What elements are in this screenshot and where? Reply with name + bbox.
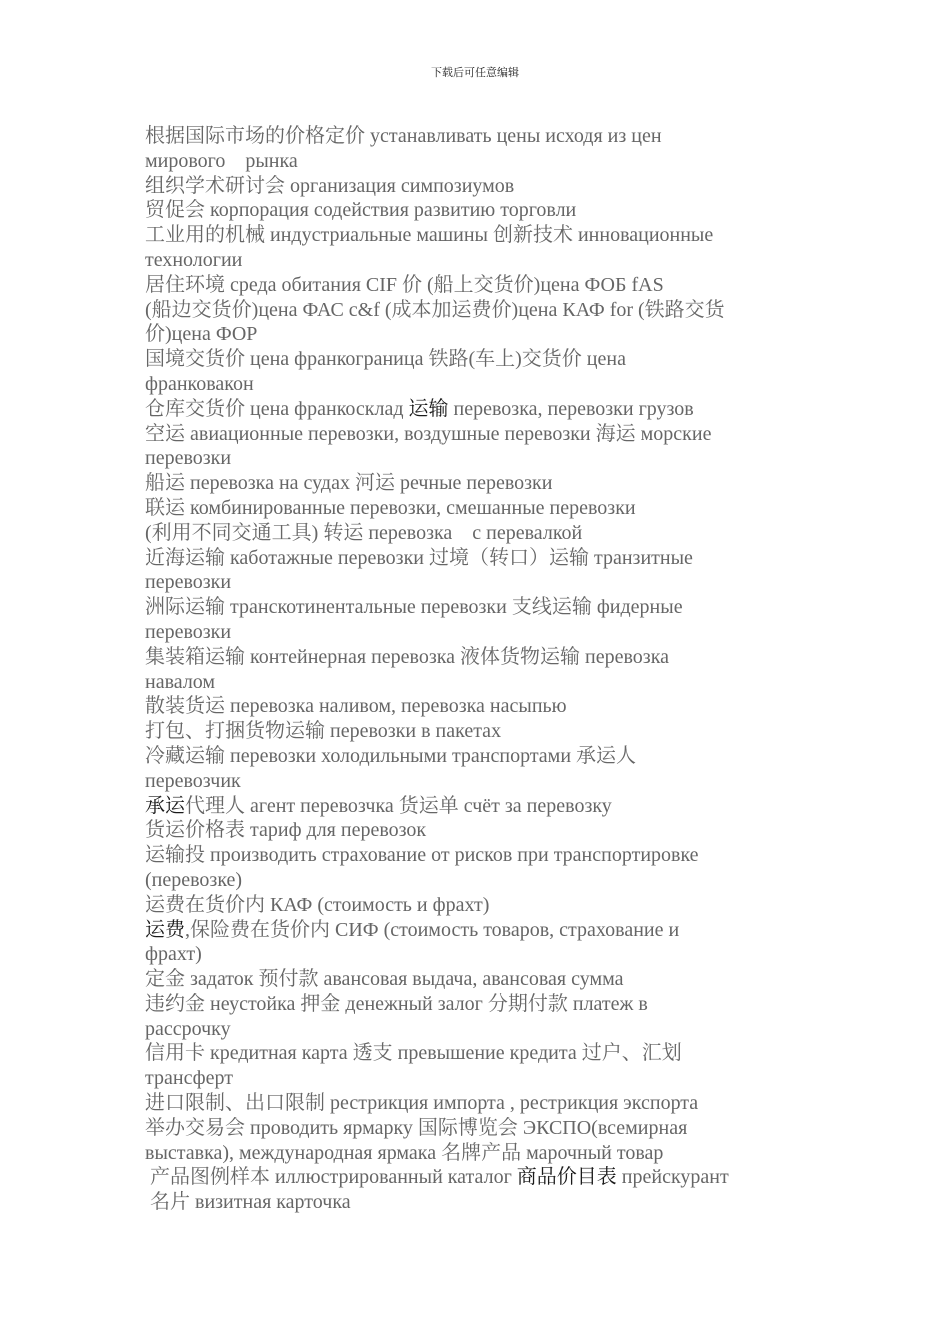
text-line: 信用卡 кредитная карта 透支 превышение кредита 过户、汇划 xyxy=(145,1042,682,1065)
text-line: 价)цена ФОР xyxy=(145,323,258,346)
text-line: 联运 комбинированные перевозки, смешанные перевозки xyxy=(145,496,636,519)
text-line: 承运代理人 агент перевозчка 货运单 счёт за перевозку xyxy=(145,794,612,817)
text-line: 货运价格表 тариф для перевозок xyxy=(145,819,427,842)
text-line: 举办交易会 проводить ярмарку 国际博览会 ЭКСПО(всемирная xyxy=(145,1116,688,1139)
text-line: 居住环境 среда обитания CIF 价 (船上交货价)цена ФОБ fAS xyxy=(145,273,664,296)
text-line: 运费在货价内 КАФ (стоимость и фрахт) xyxy=(145,893,490,916)
text-line: перевозчик xyxy=(145,769,241,792)
text-line: 工业用的机械 индустриальные машины 创新技术 инновационные xyxy=(145,224,714,247)
text-line: навалом xyxy=(145,670,216,693)
text-line: франковакон xyxy=(145,372,254,395)
text-line: 近海运输 каботажные перевозки 过境（转口）运输 транзитные xyxy=(145,546,693,569)
text-line: технологии xyxy=(145,248,243,271)
text-line: 定金 задаток 预付款 авансовая выдача, авансовая сумма xyxy=(145,968,624,991)
text-line: 根据国际市场的价格定价 устанавливать цены исходя из цен xyxy=(145,125,662,147)
text-line: 产品图例样本 иллюстрированный каталог 商品价目表 прейскурант xyxy=(145,1166,729,1189)
text-line: 空运 авиационные перевозки, воздушные перевозки 海运 морские xyxy=(145,422,712,445)
text-line: фрахт) xyxy=(145,943,202,966)
text-line: 打包、打捆货物运输 перевозки в пакетах xyxy=(145,720,502,743)
text-line: выставка), международная ярмака 名牌产品 марочный товар xyxy=(145,1141,664,1164)
page-header: 下载后可任意编辑 xyxy=(431,66,519,79)
text-line: рассрочку xyxy=(145,1017,231,1040)
text-line: (船边交货价)цена ФАС c&f (成本加运费价)цена КАФ for (铁路交货 xyxy=(145,298,725,321)
text-line: трансферт xyxy=(145,1067,233,1090)
text-line: перевозки xyxy=(145,447,232,470)
text-line: (利用不同交通工具) 转运 перевозка с перевалкой xyxy=(145,521,583,544)
text-line: (перевозке) xyxy=(145,868,243,891)
text-line: 进口限制、出口限制 рестрикция импорта , рестрикция экспорта xyxy=(145,1092,699,1115)
text-line: 运费,保险费在货价内 СИФ (стоимость товаров, страхование и xyxy=(145,918,680,941)
text-line: мирового рынка xyxy=(145,149,298,172)
text-line: перевозки xyxy=(145,620,232,643)
text-line: 运输投 производить страхование от рисков при транспортировке xyxy=(145,844,699,867)
text-line: 洲际运输 транскотинентальные перевозки 支线运输 фидерные xyxy=(145,596,683,619)
text-line: 名片 визитная карточка xyxy=(145,1191,351,1214)
text-line: 贸促会 корпорация содействия развитию торговли xyxy=(145,199,577,222)
text-line: 船运 перевозка на судах 河运 речные перевозки xyxy=(145,472,553,495)
text-line: 冷藏运输 перевозки холодильными транспортами 承运人 xyxy=(145,744,637,767)
text-line: 集装箱运输 контейнерная перевозка 液体货物运输 перевозка xyxy=(145,645,669,668)
text-line: 国境交货价 цена франкограница 铁路(车上)交货价 цена xyxy=(145,348,626,371)
document-body xyxy=(145,124,805,1215)
text-line: перевозки xyxy=(145,571,232,594)
text-line: 组织学术研讨会 организация симпозиумов xyxy=(145,174,515,197)
text-line: 违约金 неустойка 押金 денежный залог 分期付款 платеж в xyxy=(145,992,648,1015)
text-line: 散装货运 перевозка наливом, перевозка насыпью xyxy=(145,695,567,718)
text-line: 仓库交货价 цена франкосклад 运输 перевозка, перевозки грузов xyxy=(145,397,694,420)
